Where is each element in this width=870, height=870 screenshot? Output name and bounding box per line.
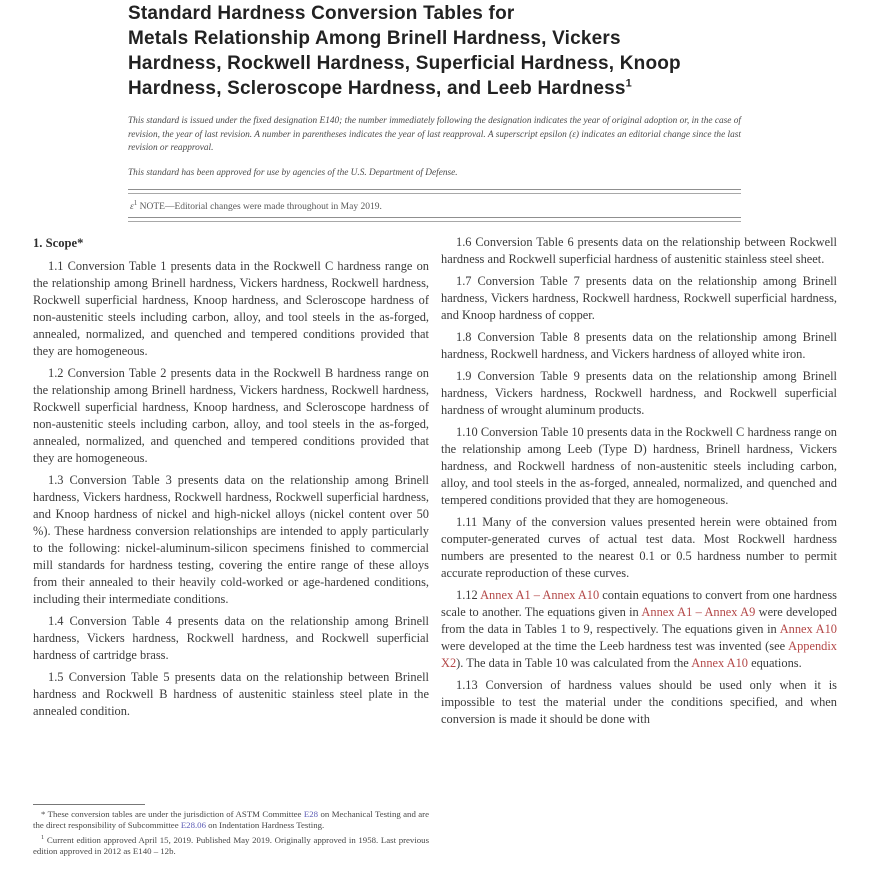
footnote-text: Current edition approved April 15, 2019. Published May 2019. Originally approved in 1958. Last previous edition approved in 2012 as E140 – 12b. [33,834,429,857]
title-line-2: Metals Relationship Among Brinell Hardness, Vickers [128,28,621,49]
note-rule-bottom [128,217,741,222]
annex-a10-link[interactable]: Annex A10 [691,656,748,670]
note-rule-top [128,189,741,194]
paragraph-1-7: 1.7 Conversion Table 7 presents data on the relationship among Brinell hardness, Vickers hardness, Rockwell hardness, Rockwell superficial hardness, and Knoop hardness of copper. [441,274,837,322]
title-line-1: Standard Hardness Conversion Tables for [128,3,515,24]
paragraph-1-13: 1.13 Conversion of hardness values should be used only when it is impossible to test the material under the conditions specified, and when conversion is made it should be done with [441,678,837,726]
doc-title [128,0,741,101]
title-footnote-ref: 1 [625,77,632,90]
paragraph-1-8: 1.8 Conversion Table 8 presents data on the relationship among Brinell hardness, Rockwell hardness, and Vickers hardness of alloyed white iron. [441,330,837,361]
p112-text: were developed from the data in Tables 1 to 9, respectively. The equations given in [441,605,837,636]
footnotes [33,804,429,858]
paragraph-1-4: 1.4 Conversion Table 4 presents data on the relationship among Brinell hardness, Vickers hardness, Rockwell hardness, and Rockwell superficial hardness of cartridge brass. [33,614,429,662]
doc-header [128,0,741,222]
title-line-4 [128,76,741,101]
paragraph-1-6: 1.6 Conversion Table 6 presents data on the relationship between Rockwell hardness and Rockwell superficial hardness of austenitic stainless steel sheet. [441,235,837,266]
footnote-current-edition [33,832,429,858]
footnote-rule [33,804,145,805]
issuance-note: This standard is issued under the fixed designation E140; the number immediately following the designation indicates the year of original adoption or, in the case of revision, the year of last revision. A number in parentheses indicates the year of last reapproval. A superscript epsilon (ε) indicates an editorial change since the last revision or reapproval. [128,116,741,153]
p112-text: equations. [748,656,802,670]
footnote-jurisdiction [33,809,429,832]
paragraph-1-5: 1.5 Conversion Table 5 presents data on the relationship between Brinell hardness and Rockwell B hardness of austenitic stainless steel plate in the annealed condition. [33,670,429,718]
body-columns [33,234,837,733]
paragraph-1-3: 1.3 Conversion Table 3 presents data on the relationship among Brinell hardness, Vickers hardness, Rockwell hardness, Rockwell superficial hardness, and Knoop hardness of nickel and high-nickel alloys (nickel content over 50 %). These hardness conversion relationships are intended to apply particularly to the following: nickel-aluminum-silicon specimens finished to commercial mill standards for hardness testing, covering the entire range of these alloys from their annealed to their heavily cold-worked or age-hardened conditions, including their intermediate conditions. [33,473,429,606]
dod-approval-note: This standard has been approved for use by agencies of the U.S. Department of Defense. [128,167,458,178]
annex-a1-a10-link[interactable]: Annex A1 – Annex A10 [480,588,600,602]
appendix-x2-link[interactable]: Appendix X2 [441,639,837,670]
paragraph-1-9: 1.9 Conversion Table 9 presents data on the relationship among Brinell hardness, Vickers hardness, Rockwell hardness, and Rockwell superficial hardness of wrought aluminum products. [441,369,837,417]
paragraph-1-11: 1.11 Many of the conversion values presented herein were obtained from computer-generated curves of actual test data. Most Rockwell hardness numbers are presented to the nearest 0.1 or 0.5 hardness number to permit accurate reproduction of these curves. [441,515,837,580]
subcommittee-e28-06-link[interactable]: E28.06 [180,820,206,831]
p112-text: 1.12 [456,588,481,602]
p112-text: were developed at the time the Leeb hardness test was invented (see [441,639,789,653]
paragraph-1-2: 1.2 Conversion Table 2 presents data in the Rockwell B hardness range on the relationship among Brinell hardness, Vickers hardness, Rockwell hardness, Rockwell superficial hardness, Knoop hardness, and Scleroscope hardness of non-austenitic steels including carbon, alloy, and tool steels in the as-forged, annealed, normalized, and quenched and tempered conditions provided that they are homogeneous. [33,366,429,465]
editorial-note-text: NOTE—Editorial changes were made throughout in May 2019. [137,201,382,212]
p112-text: ). The data in Table 10 was calculated from the [456,656,692,670]
annex-a1-a9-link[interactable]: Annex A1 – Annex A9 [641,605,756,619]
epsilon-sup: 1 [133,198,138,207]
paragraph-1-10: 1.10 Conversion Table 10 presents data in the Rockwell C hardness range on the relationship among Leeb (Type D) hardness, Brinell hardness, Vickers hardness, and Rockwell hardness of non-austenitic steels including carbon, alloy, and tool steels in the as-forged, annealed, normalized, and quenched and tempered conditions provided that they are homogeneous. [441,425,837,507]
left-column [33,234,429,733]
title-line-3: Hardness, Rockwell Hardness, Superficial Hardness, Knoop [128,53,681,74]
footnote-text: on Indentation Hardness Testing. [205,820,325,831]
right-column [441,234,837,733]
paragraph-1-1: 1.1 Conversion Table 1 presents data in the Rockwell C hardness range on the relationship among Brinell hardness, Vickers hardness, Rockwell hardness, Rockwell superficial hardness, Knoop hardness, and Scleroscope hardness of non-austenitic steels including carbon, alloy, and tool steels in the as-forged, annealed, normalized, and quenched and tempered conditions provided that they are homogeneous. [33,259,429,358]
editorial-note [130,197,741,214]
scope-heading: 1. Scope* [33,236,84,250]
epsilon-symbol: ε [130,201,134,212]
annex-a10-link[interactable]: Annex A10 [779,622,837,636]
p112-text: contain equations to convert from one hardness scale to another. The equations given in [441,588,837,619]
paragraph-1-12 [441,587,837,672]
footnote-number: 1 [41,833,45,841]
footnote-text: on Mechanical Testing and are the direct responsibility of Subcommittee [33,809,430,831]
title-line-4-text: Hardness, Scleroscope Hardness, and Leeb Hardness [128,78,626,99]
committee-e28-link[interactable]: E28 [303,809,319,819]
footnote-text: * These conversion tables are under the jurisdiction of ASTM Committee [41,809,304,819]
